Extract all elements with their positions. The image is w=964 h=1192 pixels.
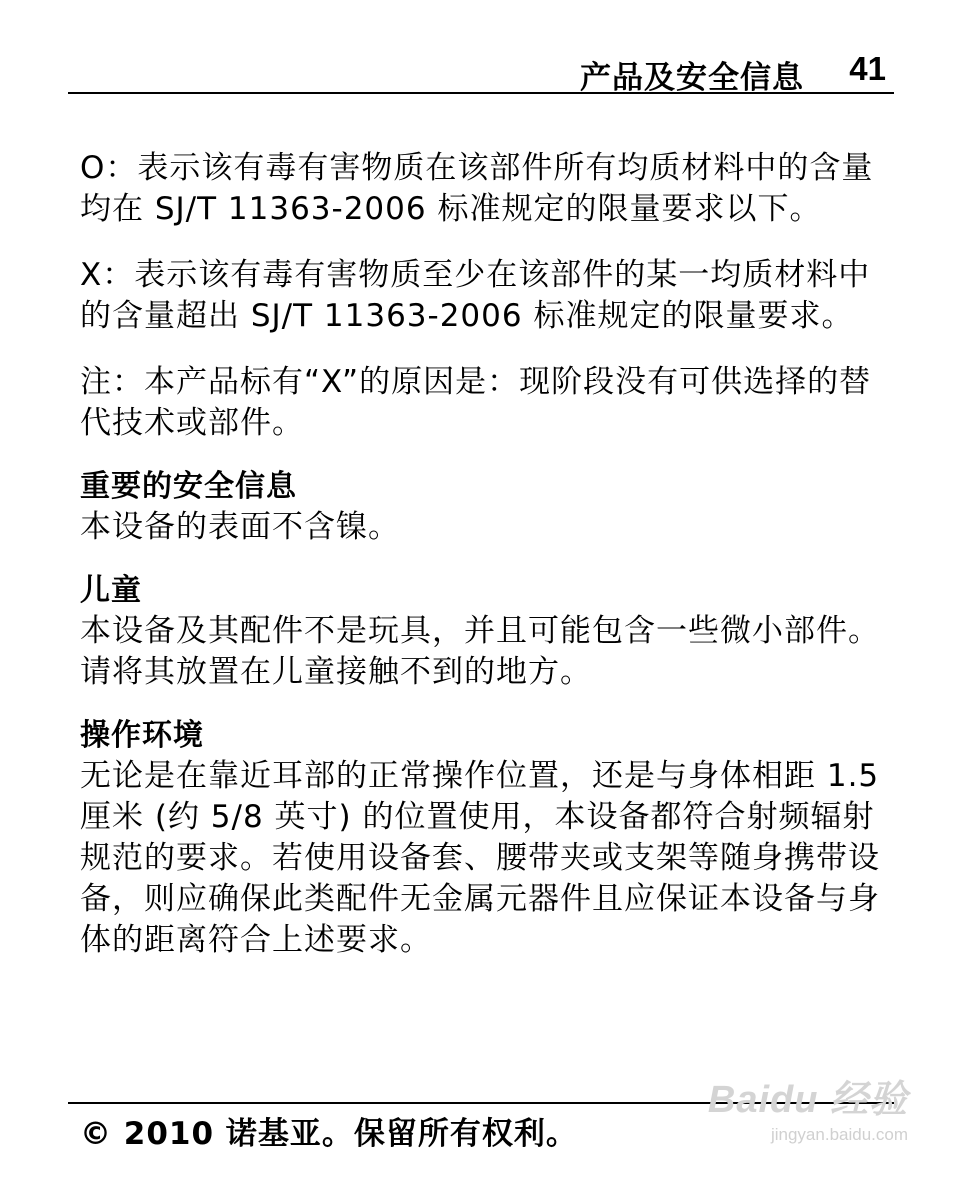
section-safety-info [80, 466, 890, 548]
section-heading: 重要的安全信息 [80, 469, 297, 504]
o-definition-paragraph: O：表示该有毒有害物质在该部件所有均质材料中的含量均在 SJ/T 11363-2006 标准规定的限量要求以下。 [80, 150, 874, 227]
section-children [80, 570, 890, 693]
page-header [68, 48, 894, 94]
section-heading: 操作环境 [80, 718, 204, 753]
watermark-url: jingyan.baidu.com [770, 1125, 908, 1144]
section-body: 本设备及其配件不是玩具，并且可能包含一些微小部件。请将其放置在儿童接触不到的地方。 [80, 613, 880, 690]
page-content [80, 148, 890, 983]
section-body: 无论是在靠近耳部的正常操作位置，还是与身体相距 1.5 厘米 (约 5/8 英寸) 的位置使用，本设备都符合射频辐射规范的要求。若使用设备套、腰带夹或支架等随身携带设备，则应确保此类配件无金属元器件且应保证本设备与身体的距离符合上述要求。 [80, 758, 880, 958]
section-body: 本设备的表面不含镍。 [80, 509, 400, 545]
watermark-logo: Baidu 经验 [707, 1079, 908, 1121]
header-title: 产品及安全信息 [580, 60, 804, 96]
section-operating-environment [80, 715, 890, 961]
baidu-watermark [688, 1068, 908, 1158]
page-number: 41 [849, 50, 886, 87]
note-paragraph: 注：本产品标有“X”的原因是：现阶段没有可供选择的替代技术或部件。 [80, 364, 872, 441]
x-definition-paragraph: X：表示该有毒有害物质至少在该部件的某一均质材料中的含量超出 SJ/T 11363-2006 标准规定的限量要求。 [80, 257, 871, 334]
copyright-footer: © 2010 诺基亚。保留所有权利。 [80, 1116, 578, 1152]
section-heading: 儿童 [80, 573, 142, 608]
